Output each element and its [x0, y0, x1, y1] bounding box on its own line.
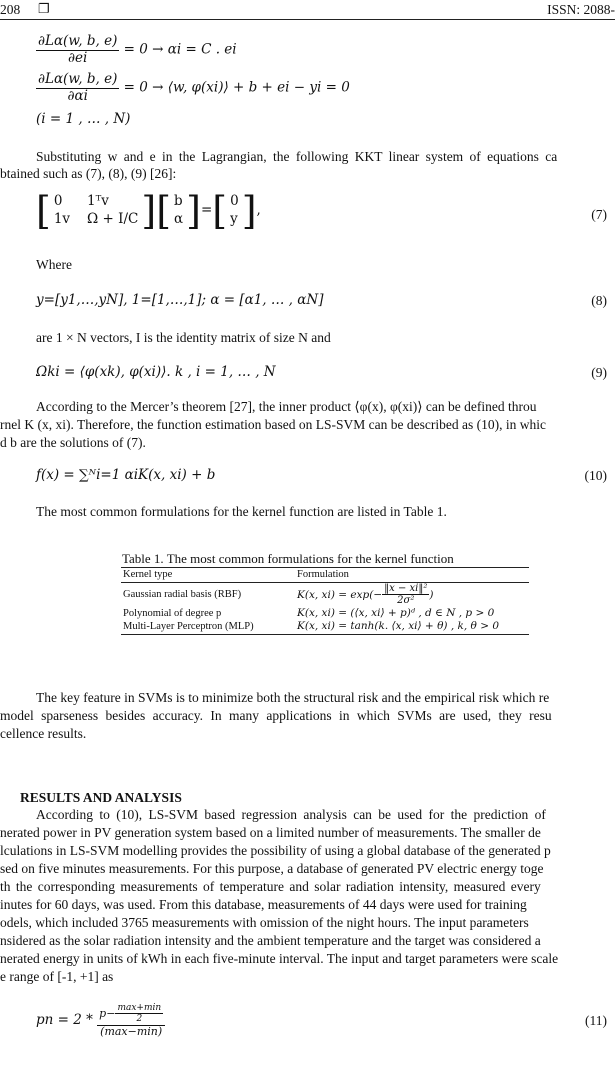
kernel-table	[121, 567, 529, 635]
table-row	[121, 582, 529, 607]
paragraph-mercer-line3: d b are the solutions of (7).	[0, 435, 146, 450]
table-row	[121, 620, 529, 634]
paragraph-substituting: Substituting w and e in the Lagrangian, the following KKT linear system of equations ca	[36, 149, 558, 164]
paragraph-substituting-cont: btained such as (7), (8), (9) [26]:	[0, 166, 177, 181]
kernel-type-cell: Gaussian radial basis (RBF)	[123, 588, 242, 600]
kernel-intro: The most common formulations for the kernel function are listed in Table 1.	[36, 504, 447, 519]
equation-10: f(x) = ∑ᴺi=1 αiK(x, xi) + b	[36, 467, 216, 483]
equation-7	[36, 189, 261, 233]
results-line: odels, which included 3765 measurements with omission of the night hours. The input parameters	[0, 915, 529, 930]
results-line: nerated power in PV generation system based on a limited number of measurements. The smaller de	[0, 825, 541, 840]
page-header	[0, 0, 615, 22]
vectors-description: are 1 × N vectors, I is the identity matrix of size N and	[36, 330, 331, 345]
where-label: Where	[36, 257, 72, 272]
derivative-numerator: ∂Lα(w, b, e)	[38, 71, 118, 87]
results-line: e range of [-1, +1] as	[0, 969, 114, 984]
table-header-row	[121, 568, 529, 583]
header-rule	[0, 19, 615, 20]
results-line: nsidered as the solar radiation intensity and the ambient temperature and the target was considered a	[0, 933, 541, 948]
derivative-denominator: ∂αi	[67, 87, 88, 104]
paragraph-key-line3: cellence results.	[0, 726, 87, 741]
results-line: nerated energy in units of kWh in each five-minute interval. The input and target parameters were scale	[0, 951, 559, 966]
results-line: sed on five minutes measurements. For this purpose, a database of generated PV electric energy toge	[0, 861, 544, 876]
paragraph-mercer-line2: rnel K (x, xi). Therefore, the function estimation based on LS-SVM can be described as (10), in whic	[0, 417, 546, 432]
table-header-formulation: Formulation	[295, 568, 529, 583]
equation-derivative-alpha	[36, 72, 350, 104]
formulation-cell: K(x, xi) = exp(− $\frac{\text{‖x − xi‖²}}{\text{2σ²}}$ )	[297, 582, 434, 607]
table-header-kernel-type: Kernel type	[121, 568, 295, 583]
formulation-cell: K(x, xi) = tanh(k. ⟨x, xi⟩ + θ) , k, θ > 0	[295, 620, 529, 634]
equation-number-9: (9)	[591, 365, 607, 380]
equation-11: pn = 2 * p− $\frac{\max+\min}{2}$ (max−min)	[36, 1003, 165, 1038]
results-line: According to (10), LS-SVM based regression analysis can be used for the prediction of	[36, 807, 546, 822]
equation-rhs: = 0 → αi = C . ei	[123, 41, 237, 58]
equation-number-8: (8)	[591, 293, 607, 308]
results-line: inutes for 60 days, was used. From this database, measurements of 44 days were used for training	[0, 897, 527, 912]
derivative-denominator: ∂ei	[68, 49, 88, 66]
index-range: (i = 1 , … , N)	[36, 111, 131, 127]
equation-number-7: (7)	[591, 207, 607, 222]
equation-derivative-e	[36, 34, 237, 66]
equation-8: y=[y1,…,yN], 1=[1,…,1]; α = [α1, … , αN]	[36, 292, 324, 308]
checkbox-icon: ❐	[38, 1, 50, 16]
results-line: th the corresponding measurements of temperature and solar radiation intensity, measured every	[0, 879, 541, 894]
table-row	[121, 607, 529, 621]
equation-rhs: = 0 → ⟨w, φ(xi)⟩ + b + ei − yi = 0	[123, 79, 350, 96]
equation-number-10: (10)	[584, 468, 607, 483]
derivative-numerator: ∂Lα(w, b, e)	[38, 33, 118, 49]
formulation-cell: K(x, xi) = (⟨x, xi⟩ + p)ᵈ , d ∈ N , p > 0	[297, 606, 495, 619]
equation-number-11: (11)	[585, 1013, 607, 1028]
journal-issn: ISSN: 2088-	[547, 2, 615, 17]
section-heading: RESULTS AND ANALYSIS	[20, 790, 182, 805]
block-matrix: [ 0 1v 1ᵀv Ω + I/C ] [ b α ] = [ 0 y ] ,	[36, 189, 261, 233]
paragraph-key-line1: The key feature in SVMs is to minimize both the structural risk and the empirical risk which re	[36, 690, 550, 705]
paragraph-key-line2: model sparseness besides accuracy. In many applications in which SVMs are used, they resu	[0, 708, 552, 723]
equation-9: Ωki = ⟨φ(xk), φ(xi)⟩. k , i = 1, … , N	[36, 364, 276, 380]
kernel-type-cell: Polynomial of degree p	[123, 607, 222, 619]
paragraph-mercer-line1: According to the Mercer’s theorem [27], the inner product ⟨φ(x), φ(xi)⟩ can be defined throu	[36, 399, 537, 414]
kernel-type-cell: Multi-Layer Perceptron (MLP)	[121, 620, 295, 634]
table-caption: Table 1. The most common formulations for the kernel function	[122, 551, 454, 566]
page-number: 208	[0, 2, 21, 17]
results-line: lculations in LS-SVM modelling provides the possibility of using a global database of the generated p	[0, 843, 551, 858]
